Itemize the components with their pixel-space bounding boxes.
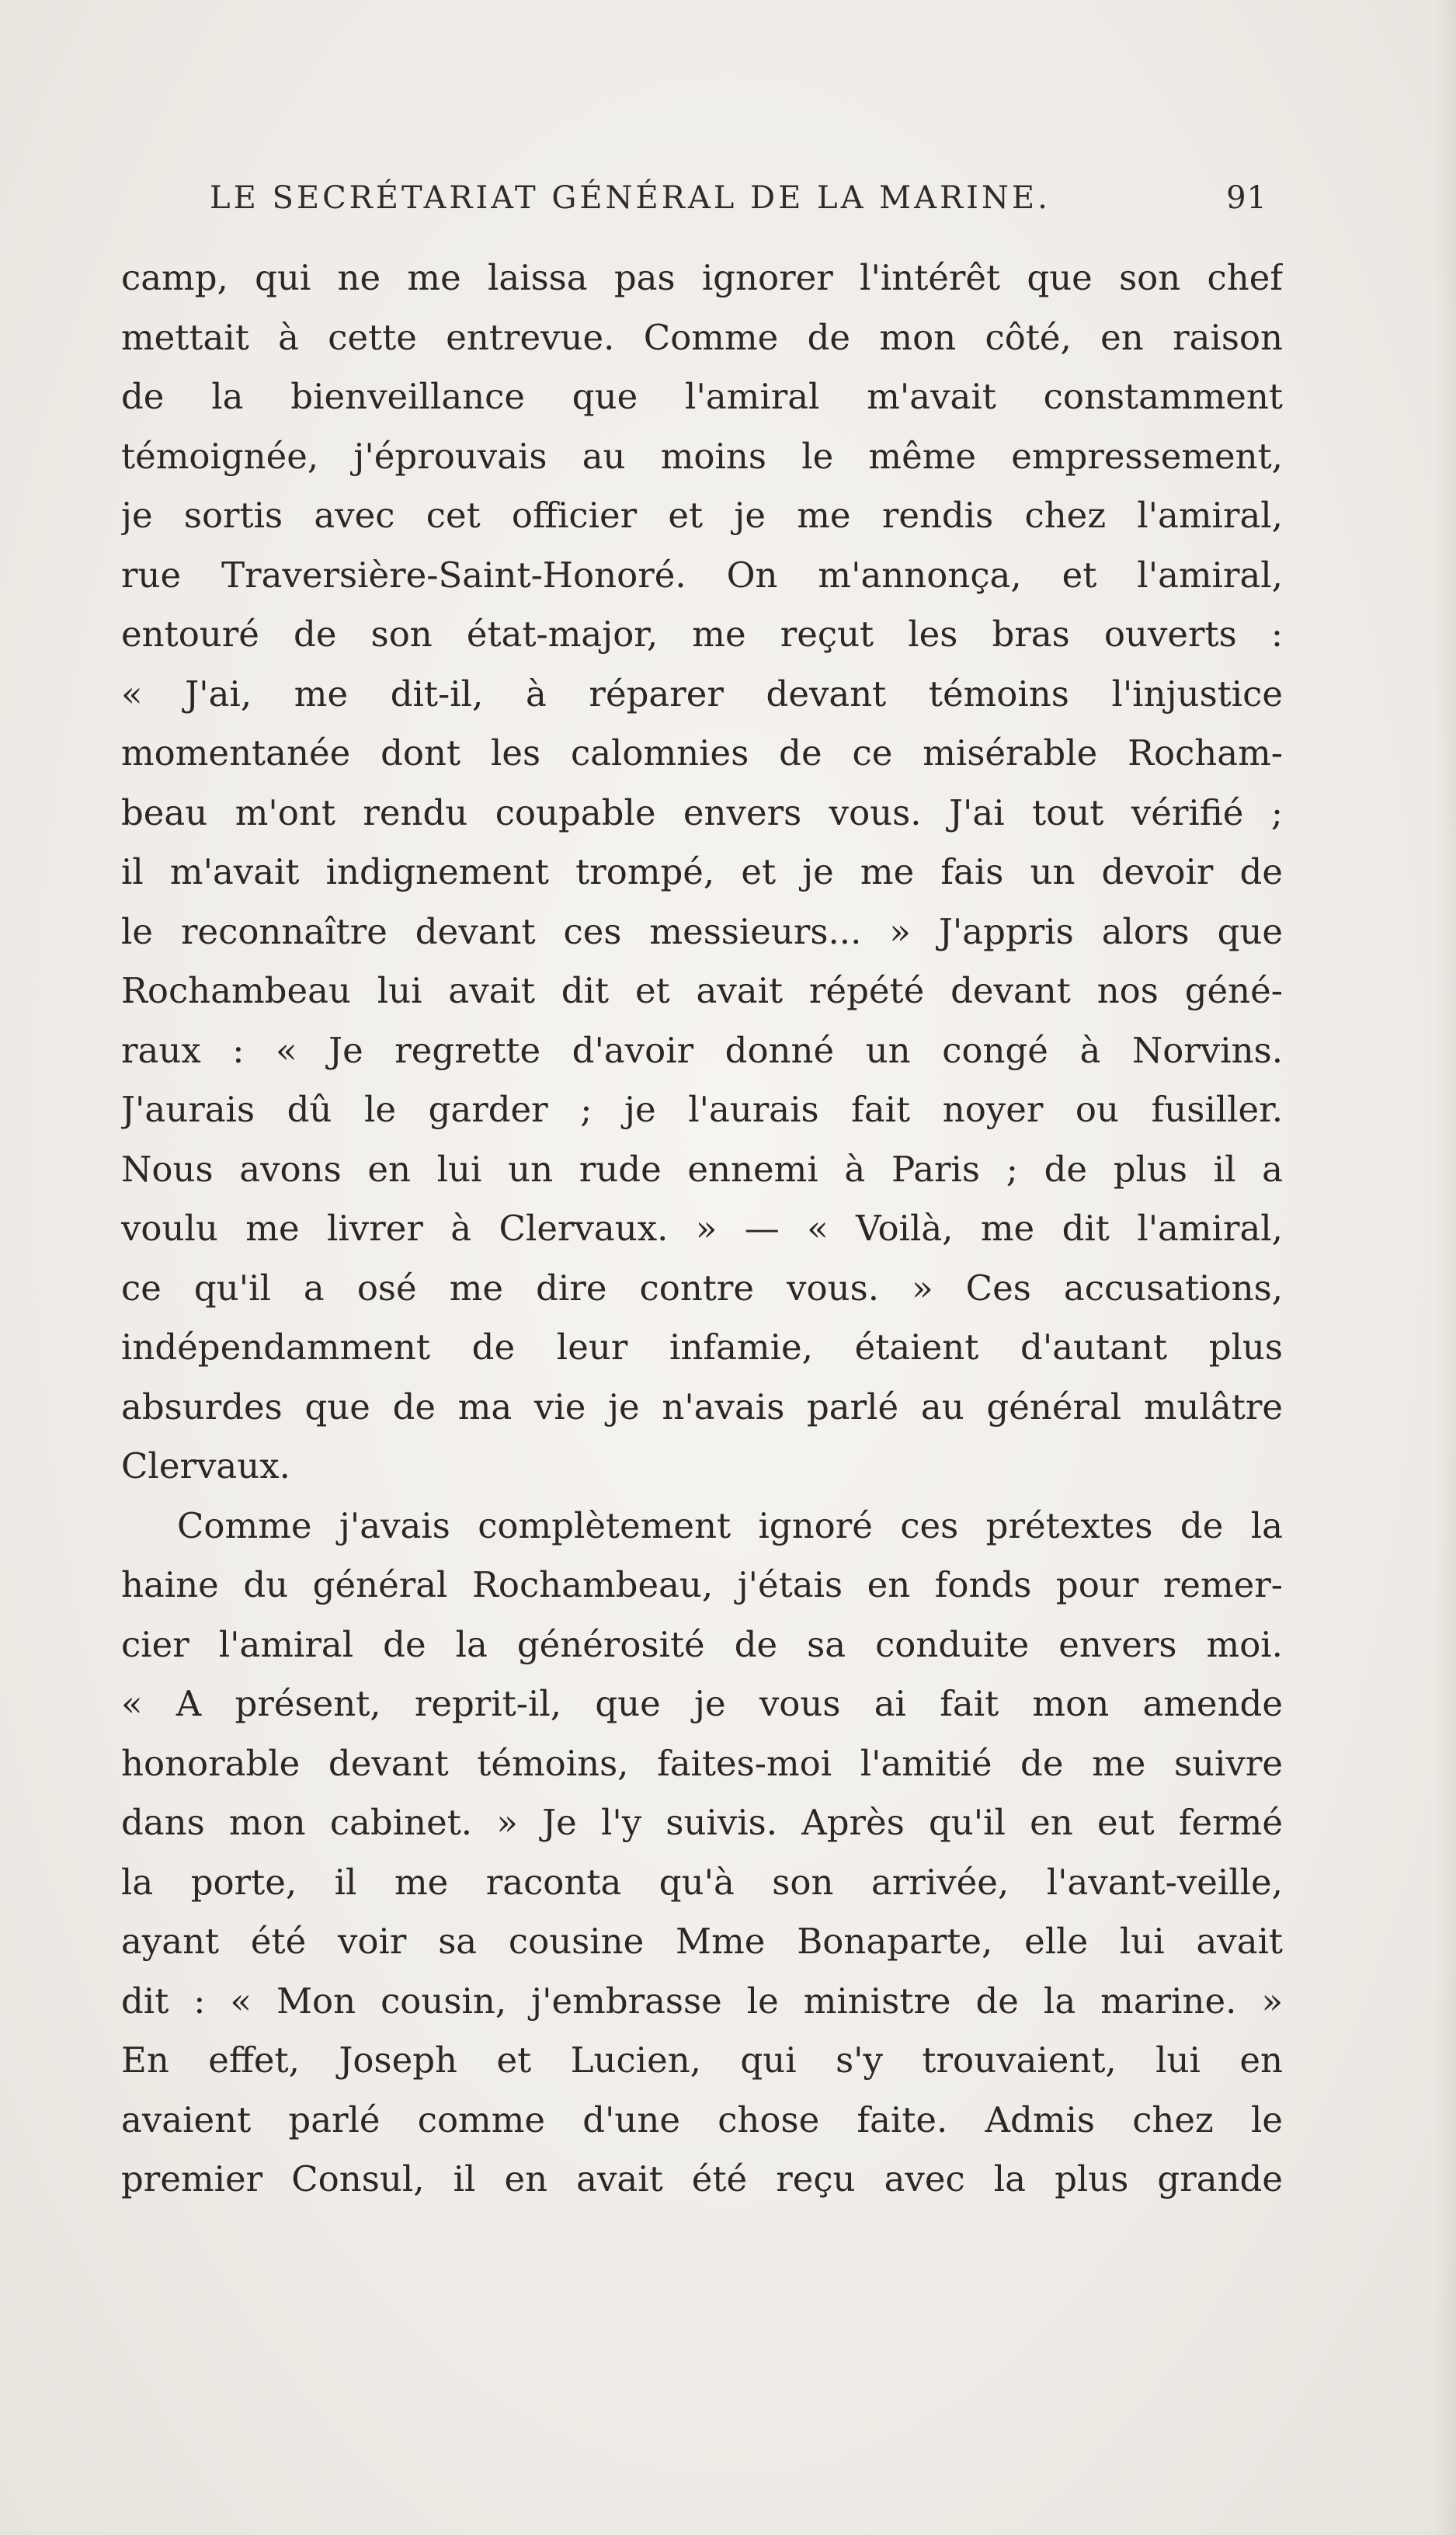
text-line: ayant été voir sa cousine Mme Bonaparte, elle lui avait bbox=[121, 1921, 1283, 1962]
paragraph-first-line: Comme j'avais complètement ignoré ces prétextes de la bbox=[177, 1504, 1283, 1546]
text-line: premier Consul, il en avait été reçu avec la plus grande bbox=[121, 2158, 1283, 2199]
text-line: haine du général Rochambeau, j'étais en fonds pour remer- bbox=[121, 1564, 1283, 1605]
text-line: Nous avons en lui un rude ennemi à Paris ; de plus il a bbox=[121, 1148, 1283, 1190]
text-line: avaient parlé comme d'une chose faite. Admis chez le bbox=[121, 2099, 1283, 2140]
page-edge-shadow bbox=[1434, 0, 1456, 2535]
text-line: raux : « Je regrette d'avoir donné un congé à Norvins. bbox=[121, 1029, 1283, 1071]
text-line: « A présent, reprit-il, que je vous ai fait mon amende bbox=[121, 1683, 1283, 1724]
text-line: de la bienveillance que l'amiral m'avait constamment bbox=[121, 376, 1283, 417]
text-line: cier l'amiral de la générosité de sa conduite envers moi. bbox=[121, 1623, 1283, 1665]
text-line: J'aurais dû le garder ; je l'aurais fait noyer ou fusiller. bbox=[121, 1089, 1283, 1130]
text-line: « J'ai, me dit-il, à réparer devant témoins l'injustice bbox=[121, 673, 1283, 715]
text-line: la porte, il me raconta qu'à son arrivée, l'avant-veille, bbox=[121, 1861, 1283, 1903]
text-line: ce qu'il a osé me dire contre vous. » Ces accusations, bbox=[121, 1267, 1283, 1309]
page-number: 91 bbox=[1226, 180, 1267, 216]
text-line: il m'avait indignement trompé, et je me fais un devoir de bbox=[121, 851, 1283, 892]
text-line: En effet, Joseph et Lucien, qui s'y trouvaient, lui en bbox=[121, 2039, 1283, 2081]
text-line: le reconnaître devant ces messieurs... » J'appris alors que bbox=[121, 910, 1283, 952]
text-line: Clervaux. bbox=[121, 1445, 290, 1487]
text-line: entouré de son état-major, me reçut les bras ouverts : bbox=[121, 614, 1283, 655]
running-title: LE SECRÉTARIAT GÉNÉRAL DE LA MARINE. bbox=[210, 180, 1051, 216]
text-line: mettait à cette entrevue. Comme de mon côté, en raison bbox=[121, 316, 1283, 358]
text-line: dans mon cabinet. » Je l'y suivis. Après qu'il en eut fermé bbox=[121, 1802, 1283, 1843]
text-line: momentanée dont les calomnies de ce misérable Rocham- bbox=[121, 732, 1283, 774]
body-text bbox=[121, 249, 1283, 2210]
text-line: beau m'ont rendu coupable envers vous. J'ai tout vérifié ; bbox=[121, 791, 1283, 833]
text-line: indépendamment de leur infamie, étaient d'autant plus bbox=[121, 1327, 1283, 1368]
text-line: dit : « Mon cousin, j'embrasse le ministre de la marine. » bbox=[121, 1980, 1283, 2022]
text-line: camp, qui ne me laissa pas ignorer l'intérêt que son chef bbox=[121, 257, 1283, 298]
text-line: honorable devant témoins, faites-moi l'amitié de me suivre bbox=[121, 1742, 1283, 1784]
text-line: absurdes que de ma vie je n'avais parlé au général mulâtre bbox=[121, 1386, 1283, 1427]
text-line: témoignée, j'éprouvais au moins le même empressement, bbox=[121, 435, 1283, 477]
text-line: Rochambeau lui avait dit et avait répété devant nos géné- bbox=[121, 970, 1283, 1011]
text-line: voulu me livrer à Clervaux. » — « Voilà, me dit l'amiral, bbox=[121, 1208, 1283, 1249]
text-line: je sortis avec cet officier et je me rendis chez l'amiral, bbox=[121, 495, 1283, 536]
text-line: rue Traversière-Saint-Honoré. On m'annonça, et l'amiral, bbox=[121, 554, 1283, 596]
running-head bbox=[210, 180, 1267, 227]
